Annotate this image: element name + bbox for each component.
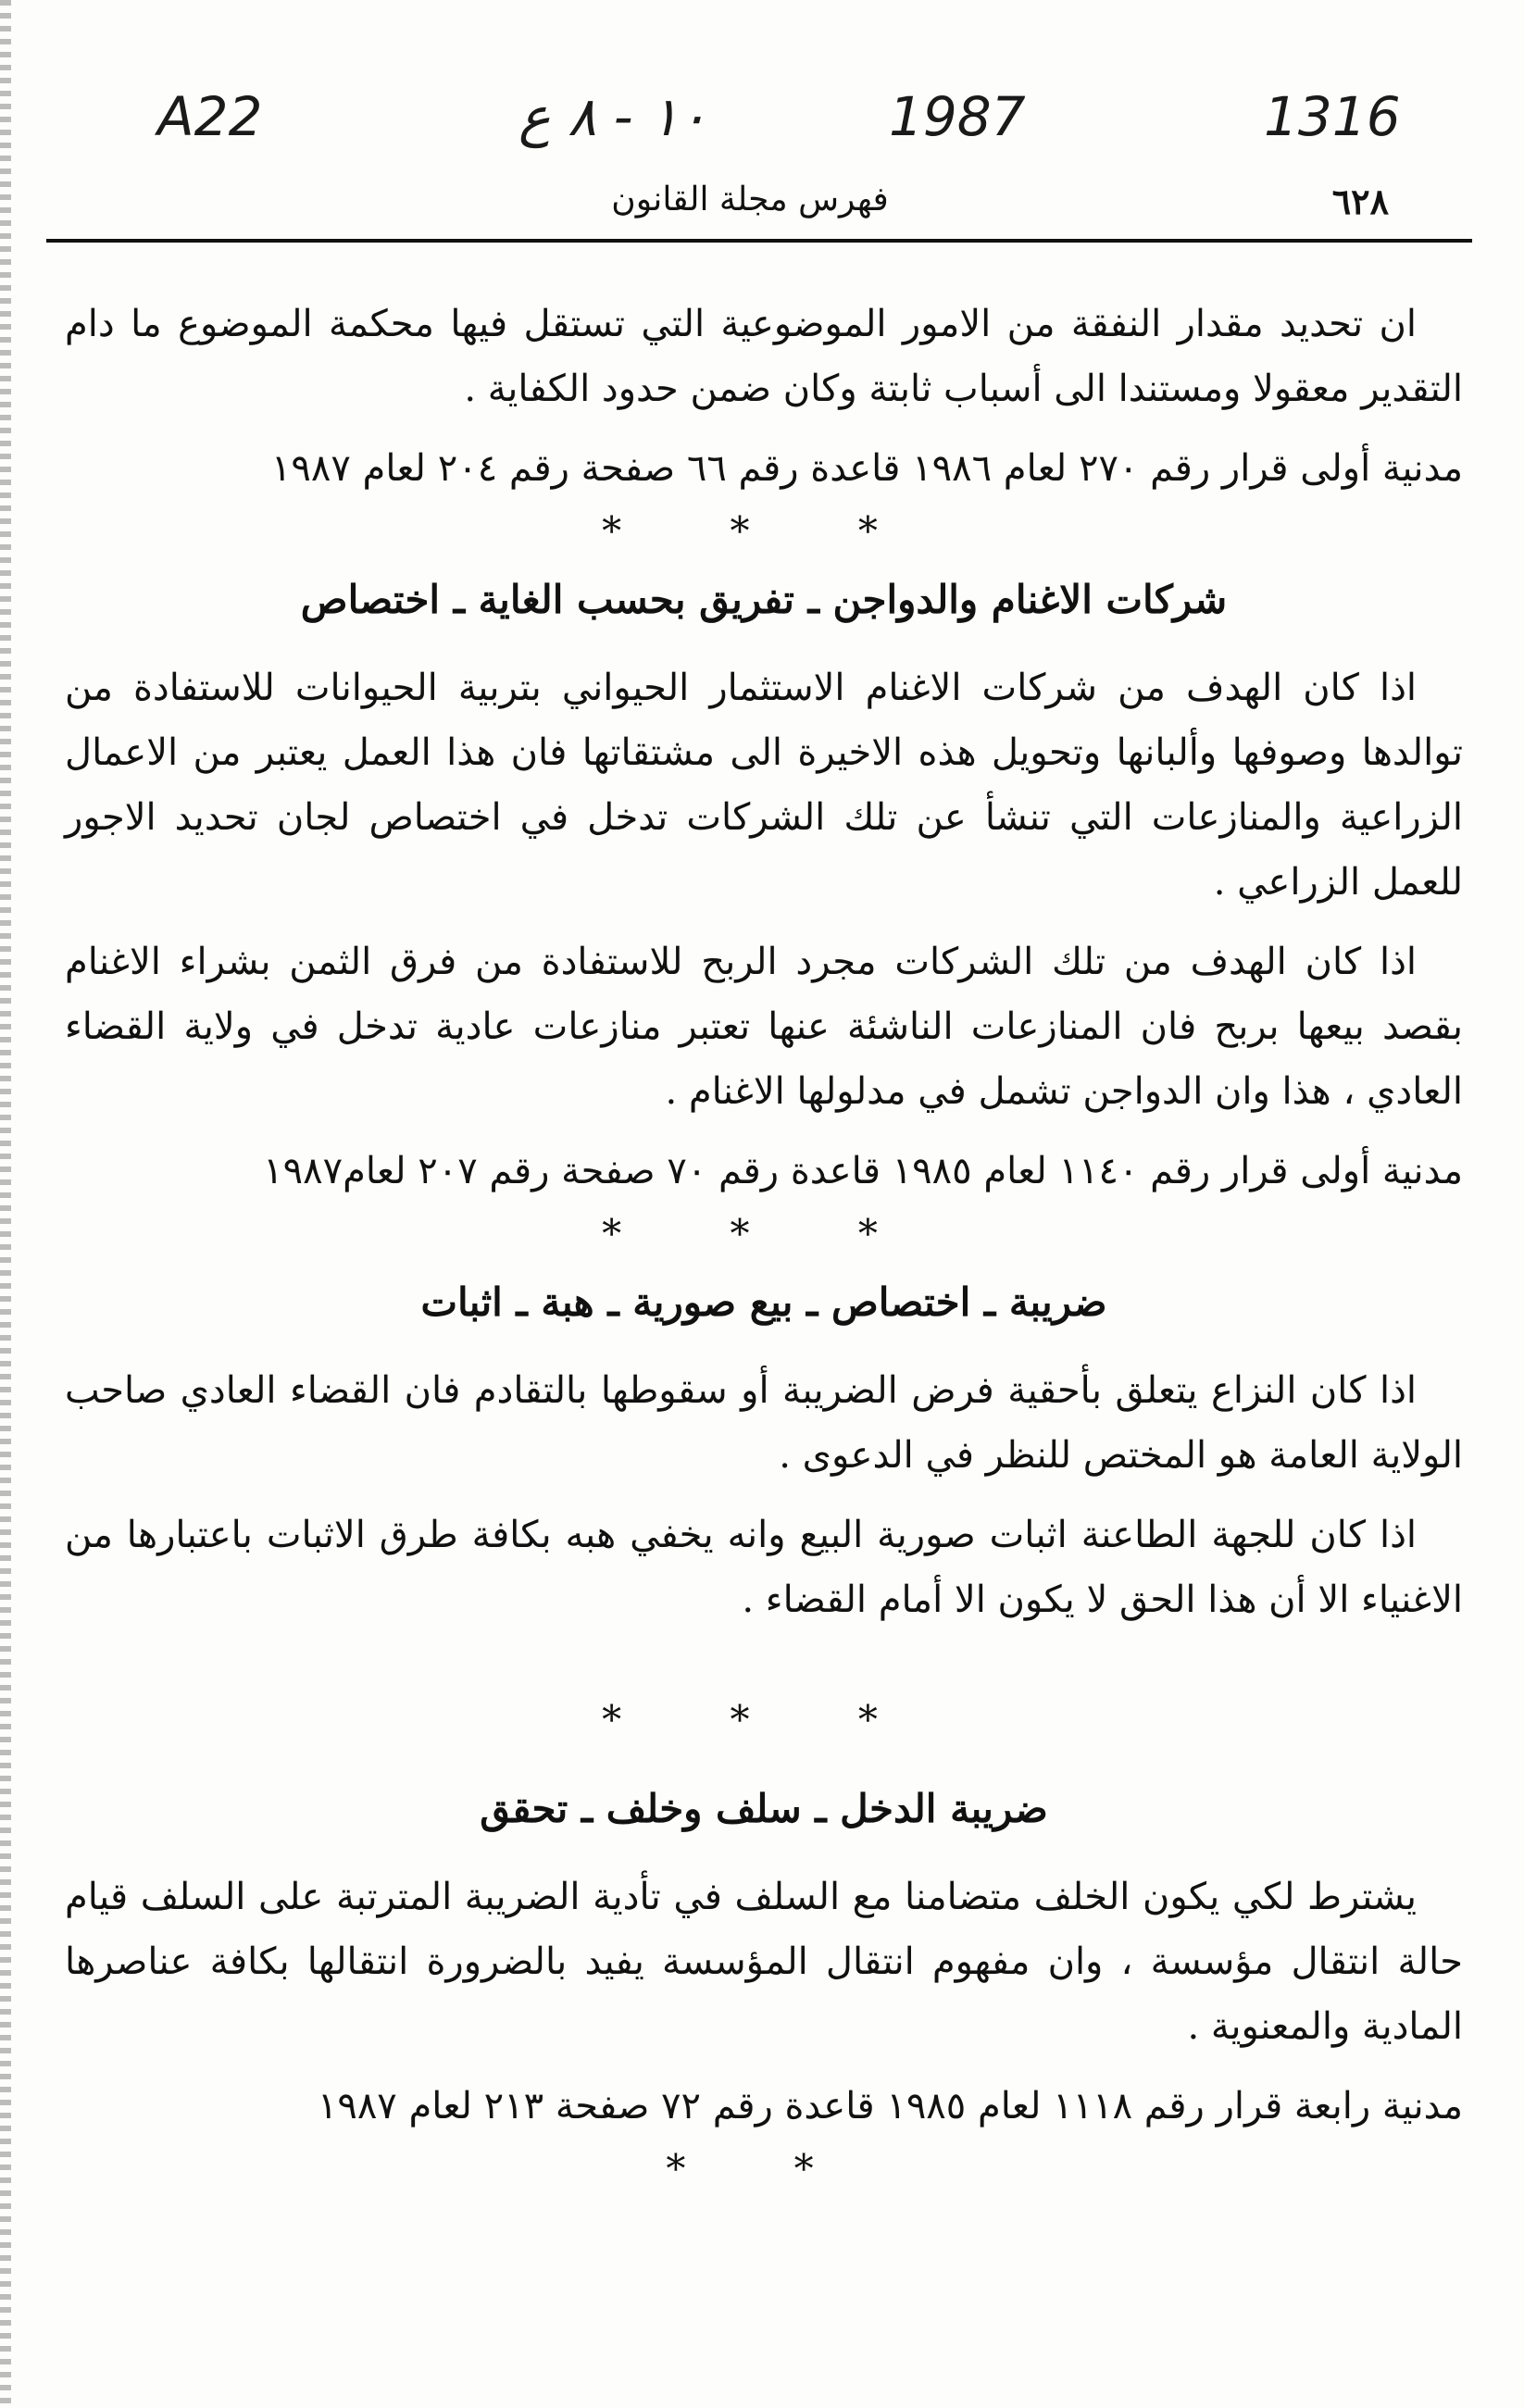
handwritten-code: A22: [157, 85, 263, 148]
ruling-paragraph: اذا كان الهدف من شركات الاغنام الاستثمار الحيواني بتربية الحيوانات للاستفادة من توالدها وصوفها وألبانها وتحويل هذه الاخيرة الى مشتقاتها فان هذا العمل يعتبر من الاعمال الزراعية والمنازعات التي تنشأ عن تلك الشركات تدخل في اختصاص لجان تحديد الاجور للعمل الزراعي .: [65, 667, 1463, 904]
ruling-paragraph: اذا كان للجهة الطاعنة اثبات صورية البيع وانه يخفي هبه بكافة طرق الاثبات باعتبارها من الاغنياء الا أن هذا الحق لا يكون الا أمام القضاء .: [65, 1514, 1463, 1621]
ruling-citation: مدنية أولى قرار رقم ١١٤٠ لعام ١٩٨٥ قاعدة رقم ٧٠ صفحة رقم ٢٠٧ لعام١٩٨٧: [263, 1150, 1463, 1192]
entry-heading: ضريبة ـ اختصاص ـ بيع صورية ـ هبة ـ اثبات: [420, 1279, 1107, 1325]
ruling-citation: مدنية أولى قرار رقم ٢٧٠ لعام ١٩٨٦ قاعدة رقم ٦٦ صفحة رقم ٢٠٤ لعام ١٩٨٧: [270, 447, 1463, 490]
handwritten-date: ١٠ - ٨ ع: [518, 85, 708, 148]
ruling-citation: مدنية رابعة قرار رقم ١١١٨ لعام ١٩٨٥ قاعدة رقم ٧٢ صفحة ٢١٣ لعام ١٩٨٧: [317, 2085, 1463, 2127]
ruling-paragraph: ان تحديد مقدار النفقة من الامور الموضوعية التي تستقل فيها محكمة الموضوع ما دام التقدير معقولا ومستندا الى أسباب ثابتة وكان ضمن حدود الكفاية .: [65, 303, 1463, 410]
scan-edge-shadow: [0, 0, 11, 2408]
journal-title: فهرس مجلة القانون: [611, 181, 889, 218]
entry-sheep-poultry: [65, 570, 1463, 1256]
entry-income-tax: [65, 1779, 1463, 2191]
header-rule: [46, 239, 1472, 243]
page-content: [65, 292, 1463, 2208]
ruling-paragraph: اذا كان الهدف من تلك الشركات مجرد الربح للاستفادة من فرق الثمن بشراء الاغنام بقصد بيعها بربح فان المنازعات الناشئة عنها تعتبر منازعات عادية تدخل في ولاية القضاء العادي ، هذا وان الدواجن تشمل في مدلولها الاغنام .: [65, 941, 1463, 1113]
section-separator: * * *: [602, 508, 926, 554]
running-header: [74, 181, 1426, 236]
section-separator: * * *: [602, 1697, 926, 1742]
section-separator: * *: [666, 2146, 862, 2191]
handwritten-number: 1316: [1264, 85, 1401, 148]
page-number: ٦٢٨: [1331, 181, 1389, 222]
handwritten-year: 1987: [889, 85, 1026, 148]
section-separator: * * *: [602, 1211, 926, 1256]
ruling-paragraph: اذا كان النزاع يتعلق بأحقية فرض الضريبة أو سقوطها بالتقادم فان القضاء العادي صاحب الولاية العامة هو المختص للنظر في الدعوى .: [65, 1369, 1463, 1477]
entry-continuation: [65, 292, 1463, 554]
entry-heading: شركات الاغنام والدواجن ـ تفريق بحسب الغاية ـ اختصاص: [300, 577, 1228, 622]
entry-heading: ضريبة الدخل ـ سلف وخلف ـ تحقق: [480, 1786, 1048, 1831]
entry-tax-jurisdiction: [65, 1273, 1463, 1742]
ruling-paragraph: يشترط لكي يكون الخلف متضامنا مع السلف في تأدية الضريبة المترتبة على السلف قيام حالة انتقال مؤسسة ، وان مفهوم انتقال المؤسسة يفيد بالضرورة انتقالها بكافة عناصرها المادية والمعنوية .: [65, 1876, 1463, 2048]
